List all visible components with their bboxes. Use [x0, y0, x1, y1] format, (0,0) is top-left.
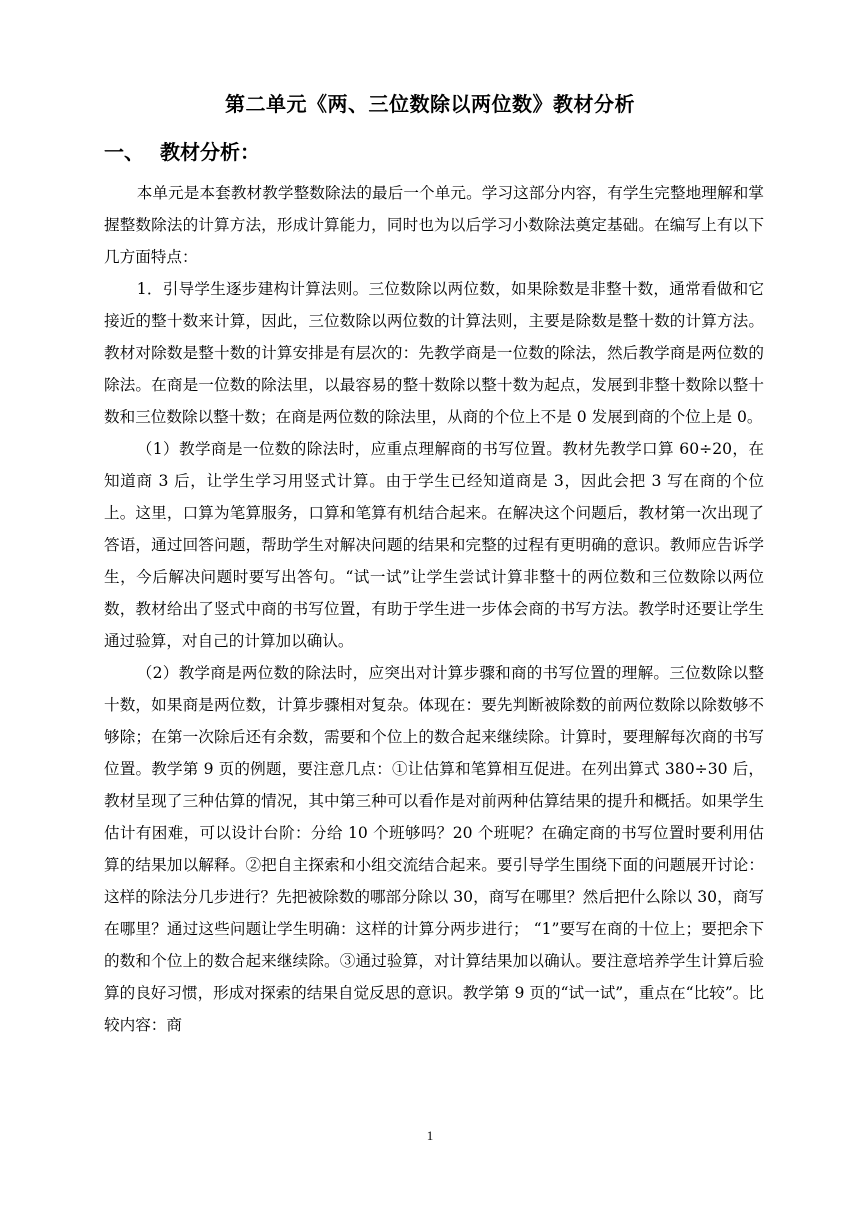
paragraph-sub-2: （2）教学商是两位数的除法时，应突出对计算步骤和商的书写位置的理解。三位数除以整十数，如果商是两位数，计算步骤相对复杂。体现在：要先判断被除数的前两位数除以除数够不够除；在第一次除后还有余数，需要和个位上的数合起来继续除。计算时，要理解每次商的书写位置。教学第 9 页的例题，要注意几点：①让估算和笔算相互促进。在列出算式 380÷30 后，教材呈现了三种估算的情况，其中第三种可以看作是对前两种估算结果的提升和概括。如果学生估计有困难，可以设计台阶：分给 10 个班够吗？20 个班呢？在确定商的书写位置时要利用估算的结果加以解释。②把自主探索和小组交流结合起来。要引导学生围绕下面的问题展开讨论：这样的除法分几步进行？先把被除数的哪部分除以 30，商写在哪里？然后把什么除以 30，商写在哪里？通过这些问题让学生明确：这样的计算分两步进行； “1”要写在商的十位上；要把余下的数和个位上的数合起来继续除。③通过验算，对计算结果加以确认。要注意培养学生计算后验算的良好习惯，形成对探索的结果自觉反思的意识。教学第 9 页的“试一试”，重点在“比较”。比较内容：商: [104, 664, 764, 1034]
page-number: 1: [426, 1128, 434, 1143]
section-heading: [104, 138, 260, 166]
paragraph-sub-1: （1）教学商是一位数的除法时，应重点理解商的书写位置。教材先教学口算 60÷20，在知道商 3 后，让学生学习用竖式计算。由于学生已经知道商是 3，因此会把 3 写在商的个位上。这里，口算为笔算服务，口算和笔算有机结合起来。在解决这个问题后，教材第一次出现了答语，通过回答问题，帮助学生对解决问题的结果和完整的过程有更明确的意识。教师应告诉学生，今后解决问题时要写出答句。“试一试”让学生尝试计算非整十的两位数和三位数除以两位数，教材给出了竖式中商的书写位置，有助于学生进一步体会商的书写方法。教学时还要让学生通过验算，对自己的计算加以确认。: [104, 440, 764, 650]
document-body: [104, 177, 764, 1041]
paragraph-intro: 本单元是本套教材教学整数除法的最后一个单元。学习这部分内容，有学生完整地理解和掌握整数除法的计算方法，形成计算能力，同时也为以后学习小数除法奠定基础。在编写上有以下几方面特点：: [104, 184, 764, 266]
section-label: 教材分析：: [160, 140, 260, 164]
section-number: 一、: [104, 140, 144, 164]
paragraph-point-1: 1．引导学生逐步建构计算法则。三位数除以两位数，如果除数是非整十数，通常看做和它接近的整十数来计算，因此，三位数除以两位数的计算法则，主要是除数是整十数的计算方法。教材对除数是整十数的计算安排是有层次的：先教学商是一位数的除法，然后教学商是两位数的除法。在商是一位数的除法里，以最容易的整十数除以整十数为起点，发展到非整十数除以整十数和三位数除以整十数；在商是两位数的除法里，从商的个位上不是 0 发展到商的个位上是 0。: [104, 280, 764, 426]
document-title: 第二单元《两、三位数除以两位数》教材分析: [225, 92, 635, 116]
